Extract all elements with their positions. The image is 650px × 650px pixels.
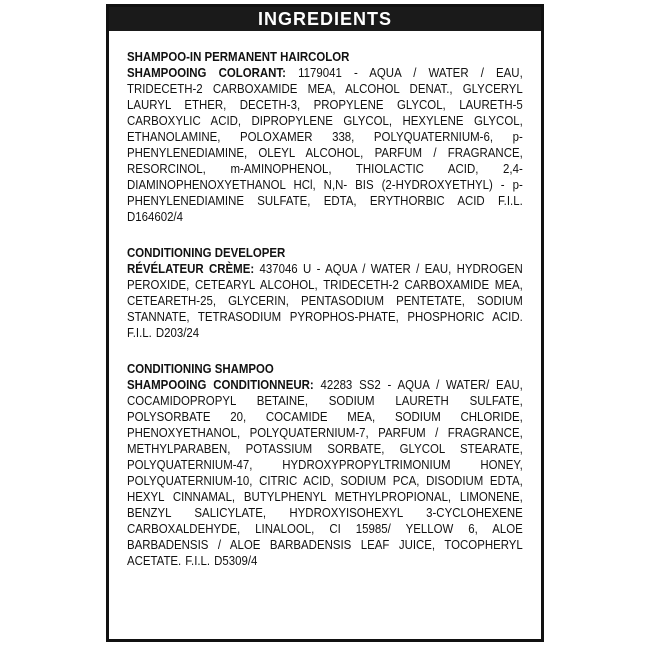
ingredients-content [109,31,541,569]
section-body [127,377,523,569]
section-body [127,261,523,341]
section-subtitle: SHAMPOOING CONDITIONNEUR: [127,377,314,392]
section-text: 42283 SS2 - AQUA / WATER/ EAU, COCAMIDOPROPYL BETAINE, SODIUM LAURETH SULFATE, POLYSORBATE 20, COCAMIDE MEA, SODIUM CHLORIDE, PHENOXYETHANOL, POLYQUATERNIUM-7, PARFUM / FRAGRANCE, METHYLPARABEN, POTASSIUM SORBATE, GLYCOL STEARATE, POLYQUATERNIUM-47, HYDROXYPROPYLTRIMONIUM HONEY, POLYQUATERNIUM-10, CITRIC ACID, SODIUM PCA, DISODIUM EDTA, HEXYL CINNAMAL, BUTYLPHENYL METHYLPROPIONAL, LIMONENE, BENZYL SALICYLATE, HYDROXYISOHEXYL 3-CYCLOHEXENE CARBOXALDEHYDE, LINALOOL, CI 15985/ YELLOW 6, ALOE BARBADENSIS / ALOE BARBADENSIS LEAF JUICE, TOCOPHERYL ACETATE. F.I.L. D5309/4 [127,377,523,568]
section-subtitle: SHAMPOOING COLORANT: [127,65,286,80]
section-body [127,65,523,225]
section-title: CONDITIONING DEVELOPER [127,245,286,260]
section-developer [127,245,525,341]
section-text: 1179041 - AQUA / WATER / EAU, TRIDECETH-2 CARBOXAMIDE MEA, ALCOHOL DENAT., GLYCERYL LAURYL ETHER, DECETH-3, PROPYLENE GLYCOL, LAURETH-5 CARBOXYLIC ACID, DIPROPYLENE GLYCOL, HEXYLENE GLYCOL, ETHANOLAMINE, POLOXAMER 338, POLYQUATERNIUM-6, p-PHENYLENEDIAMINE, OLEYL ALCOHOL, PARFUM / FRAGRANCE, RESORCINOL, m-AMINOPHENOL, THIOLACTIC ACID, 2,4-DIAMINOPHENOXYETHANOL HCl, N,N- BIS (2-HYDROXYETHYL) - p-PHENYLENEDIAMINE SULFATE, EDTA, ERYTHORBIC ACID F.I.L. D164602/4 [127,65,523,224]
ingredients-panel [106,4,544,642]
ingredients-header [109,7,541,31]
section-title: SHAMPOO-IN PERMANENT HAIRCOLOR [127,49,350,64]
section-haircolor [127,49,525,225]
section-shampoo [127,361,525,569]
section-subtitle: RÉVÉLATEUR CRÈME: [127,261,255,276]
section-title: CONDITIONING SHAMPOO [127,361,274,376]
section-text: 437046 U - AQUA / WATER / EAU, HYDROGEN PEROXIDE, CETEARYL ALCOHOL, TRIDECETH-2 CARBOXAMIDE MEA, CETEARETH-25, GLYCERIN, PENTASODIUM PENTETATE, SODIUM STANNATE, TETRASODIUM PYROPHOS-PHATE, PHOSPHORIC ACID. F.I.L. D203/24 [127,261,523,340]
ingredients-title: INGREDIENTS [257,8,392,29]
